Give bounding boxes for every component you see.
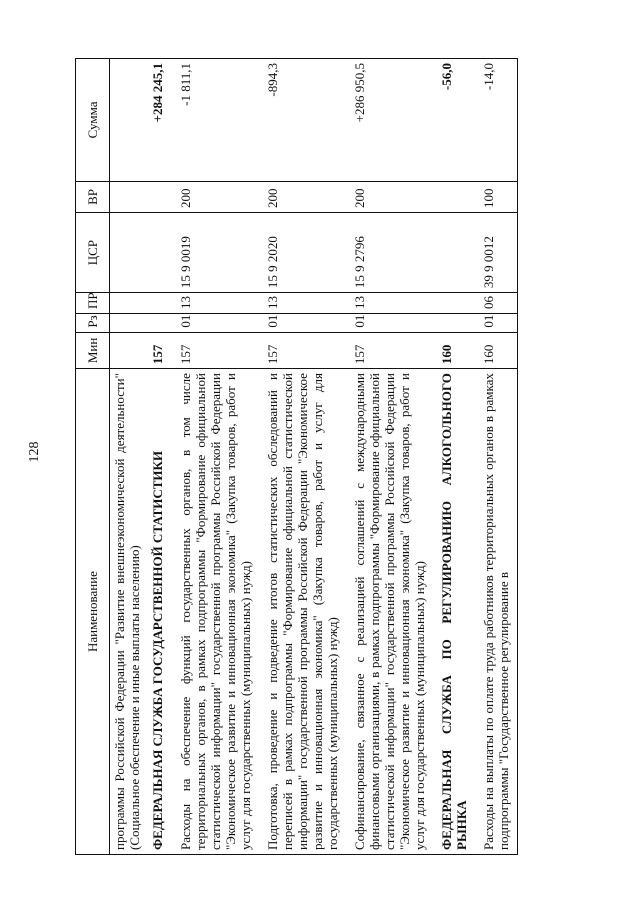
row-pr: 06 [475,293,518,314]
header-rz: Рз [76,313,110,332]
row-vr: 200 [172,181,259,212]
row-csr: 15 9 0019 [172,213,259,293]
row-vr [110,181,145,212]
budget-table-frame [75,58,607,855]
table-row [172,59,259,855]
row-name: Расходы на выплаты по оплате труда работников территориальных органов в рамках подпрограммы "Государственное регулирование в [475,369,518,855]
row-sum: +284 245,1 [144,59,172,182]
row-rz: 01 [259,313,346,332]
table-row [475,59,518,855]
row-min: 157 [259,332,346,368]
table-row [433,59,475,855]
header-sum: Сумма [76,59,110,182]
row-rz: 01 [172,313,259,332]
table-row [110,59,145,855]
table-header-row [76,59,110,855]
row-min: 157 [144,332,172,368]
row-csr: 15 9 2020 [259,213,346,293]
header-pr: ПР [76,293,110,314]
row-sum: +286 950,5 [346,59,433,182]
budget-table [75,58,518,855]
row-name: Софинансирование, связанное с реализацией соглашений с международными финансовыми организациями, в рамках подпрограммы "Формирование официальной статистической информации" государственной программы Российской Федерации "Экономическое развитие и инновационная экономика" (Закупка товаров, работ и услуг для государственных (муниципальных) нужд) [346,369,433,855]
row-name: ФЕДЕРАЛЬНАЯ СЛУЖБА ПО РЕГУЛИРОВАНИЮ АЛКОГОЛЬНОГО РЫНКА [433,369,475,855]
row-min: 160 [475,332,518,368]
row-name: ФЕДЕРАЛЬНАЯ СЛУЖБА ГОСУДАРСТВЕННОЙ СТАТИСТИКИ [144,369,172,855]
row-sum [110,59,145,182]
row-rz: 01 [346,313,433,332]
row-csr: 39 9 0012 [475,213,518,293]
row-min: 160 [433,332,475,368]
row-pr: 13 [172,293,259,314]
row-pr [433,293,475,314]
table-row [259,59,346,855]
row-sum: -1 811,1 [172,59,259,182]
header-vr: ВР [76,181,110,212]
row-name: Подготовка, проведение и подведение итогов статистических обследований и переписей в рамках подпрограммы "Формирование официальной статистической информации" государственной программы Российской Федерации "Экономическое развитие и инновационная экономика" (Закупка товаров, работ и услуг для государственных (муниципальных) нужд) [259,369,346,855]
row-vr [433,181,475,212]
row-sum: -14,0 [475,59,518,182]
header-name: Наименование [76,369,110,855]
row-pr: 13 [346,293,433,314]
row-csr: 15 9 2796 [346,213,433,293]
row-sum: -894,3 [259,59,346,182]
row-pr: 13 [259,293,346,314]
row-csr [433,213,475,293]
row-csr [110,213,145,293]
page-number: 128 [27,441,42,463]
row-rz: 01 [475,313,518,332]
row-rz [110,313,145,332]
header-min: Мин [76,332,110,368]
row-vr: 200 [259,181,346,212]
row-name: Расходы на обеспечение функций государственных органов, в том числе территориальных органов, в рамках подпрограммы "Формирование официальной статистической информации" государственной программы Российской Федерации "Экономическое развитие и инновационная экономика" (Закупка товаров, работ и услуг для государственных (муниципальных) нужд) [172,369,259,855]
row-rz [433,313,475,332]
table-row [144,59,172,855]
row-vr: 100 [475,181,518,212]
table-row [346,59,433,855]
row-pr [110,293,145,314]
row-min: 157 [172,332,259,368]
row-min: 157 [346,332,433,368]
row-min [110,332,145,368]
row-name: программы Российской Федерации "Развитие внешнеэкономической деятельности" (Социальное обеспечение и иные выплаты населению) [110,369,145,855]
row-vr: 200 [346,181,433,212]
row-rz [144,313,172,332]
row-sum: -56,0 [433,59,475,182]
row-pr [144,293,172,314]
row-vr [144,181,172,212]
budget-table-rotated [75,58,607,855]
row-csr [144,213,172,293]
header-csr: ЦСР [76,213,110,293]
